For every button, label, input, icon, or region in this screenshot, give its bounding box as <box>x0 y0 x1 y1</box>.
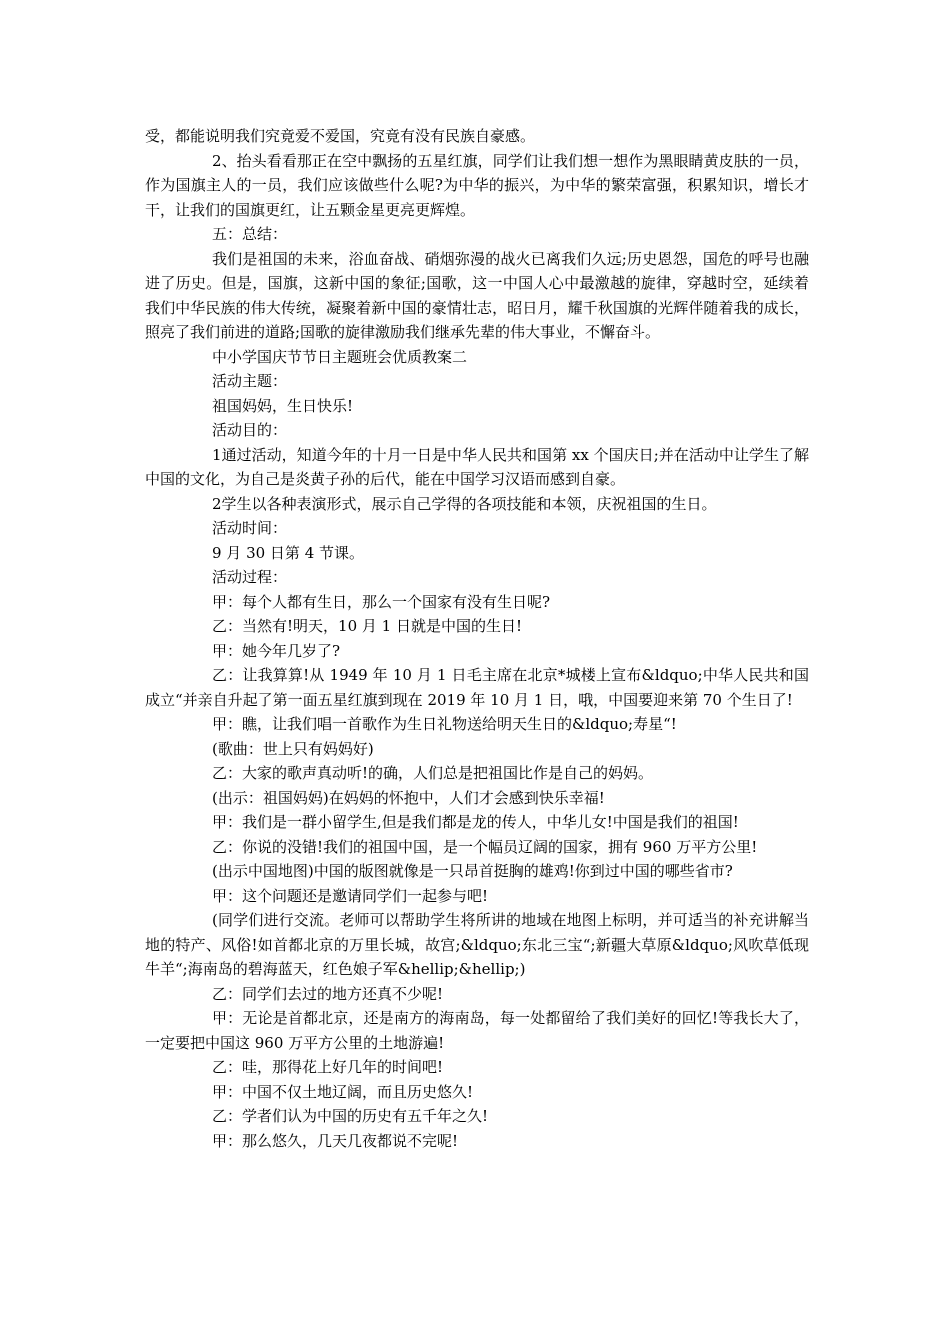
paragraph-17: 乙：让我算算!从 1949 年 10 月 1 日毛主席在北京*城楼上宣布&ldquo;中华人民共和国成立“并亲自升起了第一面五星红旗到现在 2019 年 10 月 1 日，哦，中国要迎来第 70 个生日了! <box>145 666 809 709</box>
paragraph-7: 祖国妈妈，生日快乐! <box>212 396 354 415</box>
paragraph-23: 乙：你说的没错!我们的祖国中国，是一个幅员辽阔的国家，拥有 960 万平方公里! <box>212 837 758 856</box>
paragraph-31: 乙：学者们认为中国的历史有五千年之久! <box>212 1107 489 1125</box>
paragraph-13: 活动过程： <box>212 568 288 586</box>
paragraph-3: 五：总结： <box>212 225 288 243</box>
paragraph-28: 甲：无论是首都北京，还是南方的海南岛，每一处都留给了我们美好的回忆!等我长大了，一定要把中国这 960 万平方公里的土地游遍! <box>145 1009 809 1052</box>
paragraph-20: 乙：大家的歌声真动听!的确，人们总是把祖国比作是自己的妈妈。 <box>212 764 654 782</box>
paragraph-30: 甲：中国不仅土地辽阔，而且历史悠久! <box>212 1082 474 1101</box>
paragraph-32: 甲：那么悠久，几天几夜都说不完呢! <box>212 1131 459 1150</box>
paragraph-22: 甲：我们是一群小留学生,但是我们都是龙的传人，中华儿女!中国是我们的祖国! <box>212 813 739 831</box>
document-body <box>145 124 809 1153</box>
paragraph-18: 甲：瞧，让我们唱一首歌作为生日礼物送给明天生日的&ldquo;寿星“! <box>212 715 677 733</box>
paragraph-6: 活动主题： <box>212 372 288 390</box>
paragraph-27: 乙：同学们去过的地方还真不少呢! <box>212 984 444 1003</box>
paragraph-29: 乙：哇，那得花上好几年的时间吧! <box>212 1058 444 1076</box>
paragraph-1: 受，都能说明我们究竟爱不爱国，究竟有没有民族自豪感。 <box>145 127 536 145</box>
paragraph-8: 活动目的： <box>212 421 288 439</box>
paragraph-5: 中小学国庆节节日主题班会优质教案二 <box>212 347 468 366</box>
paragraph-15: 乙：当然有!明天，10 月 1 日就是中国的生日! <box>212 617 522 635</box>
paragraph-24: (出示中国地图)中国的版图就像是一只昂首挺胸的雄鸡!你到过中国的哪些省市? <box>212 862 733 880</box>
paragraph-11: 活动时间： <box>212 519 288 537</box>
paragraph-25: 甲：这个问题还是邀请同学们一起参与吧! <box>212 886 489 905</box>
paragraph-4: 我们是祖国的未来，浴血奋战、硝烟弥漫的战火已离我们久远;历史恩怨，国危的呼号也融进了历史。但是，国旗，这新中国的象征;国歌，这一中国人心中最激越的旋律，穿越时空，延续着我们中华民族的伟大传统，凝聚着新中国的豪情壮志，昭日月，耀千秋国旗的光辉伴随着我的成长，照亮了我们前进的道路;国歌的旋律激励我们继承先辈的伟大事业，不懈奋斗。 <box>145 249 809 341</box>
paragraph-2: 2、抬头看看那正在空中飘扬的五星红旗，同学们让我们想一想作为黑眼睛黄皮肤的一员，作为国旗主人的一员，我们应该做些什么呢?为中华的振兴，为中华的繁荣富强，积累知识，增长才干，让我们的国旗更红，让五颗金星更亮更辉煌。 <box>145 151 809 219</box>
paragraph-10: 2学生以各种表演形式，展示自己学得的各项技能和本领，庆祝祖国的生日。 <box>212 494 717 513</box>
paragraph-9: 1通过活动，知道今年的十月一日是中华人民共和国第 xx 个国庆日;并在活动中让学生了解中国的文化，为自己是炎黄子孙的后代，能在中国学习汉语而感到自豪。 <box>145 445 809 488</box>
paragraph-12: 9 月 30 日第 4 节课。 <box>212 543 365 562</box>
paragraph-26: (同学们进行交流。老师可以帮助学生将所讲的地域在地图上标明，并可适当的补充讲解当地的特产、风俗!如首都北京的万里长城，故宫;&ldquo;东北三宝“;新疆大草原&ldquo;风吹草低现牛羊“;海南岛的碧海蓝天，红色娘子军&hellip;&hellip;) <box>145 911 809 978</box>
paragraph-14: 甲：每个人都有生日，那么一个国家有没有生日呢? <box>212 592 551 611</box>
paragraph-19: (歌曲：世上只有妈妈好) <box>212 739 374 758</box>
paragraph-16: 甲：她今年几岁了? <box>212 641 341 660</box>
paragraph-21: (出示：祖国妈妈)在妈妈的怀抱中，人们才会感到快乐幸福! <box>212 788 605 807</box>
